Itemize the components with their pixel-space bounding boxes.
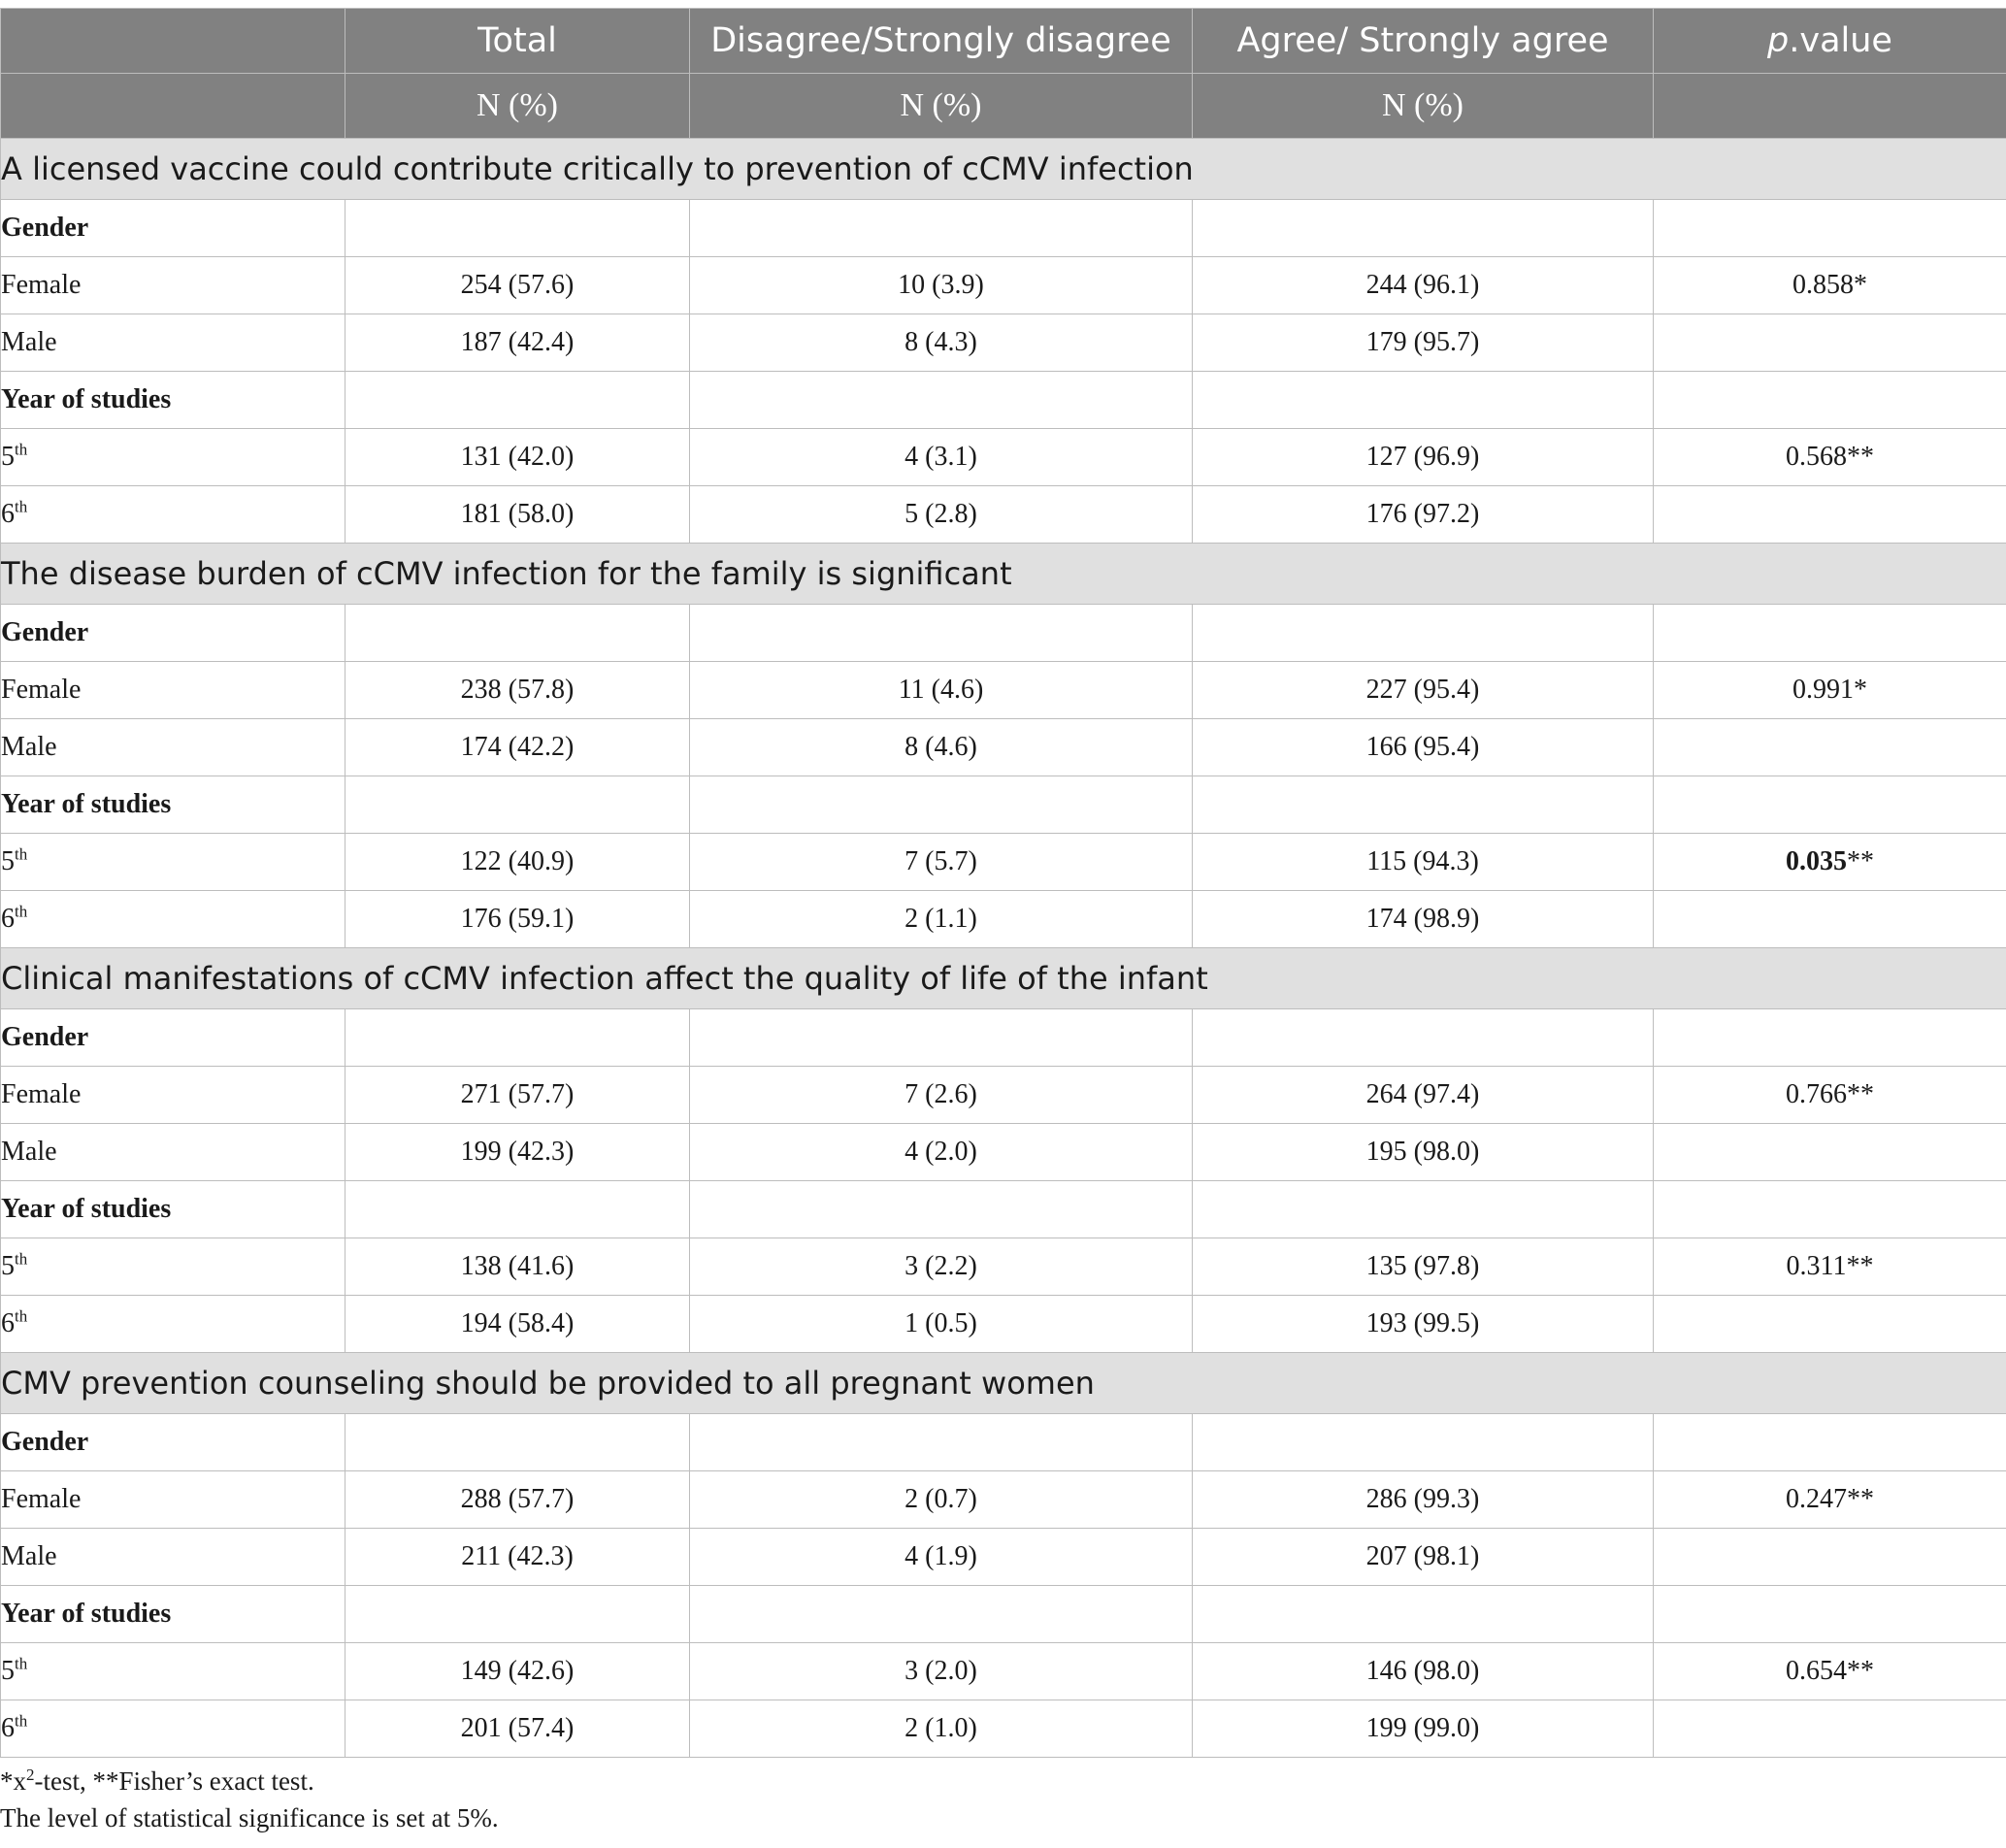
header-cell-agree: Agree/ Strongly agree — [1193, 9, 1654, 74]
row-label-text: Gender — [1, 617, 89, 647]
row-label — [1, 1296, 345, 1353]
pvalue-cell: 0.654** — [1654, 1643, 2006, 1700]
pvalue-cell: 0.311** — [1654, 1238, 2006, 1296]
row-label-superscript: th — [15, 1249, 28, 1269]
agree-cell: 195 (98.0) — [1193, 1124, 1654, 1181]
row-label — [1, 486, 345, 544]
disagree-cell: 8 (4.3) — [690, 314, 1193, 372]
header-cell-label — [1, 9, 345, 74]
row-label — [1, 372, 345, 429]
pvalue-cell — [1654, 1124, 2006, 1181]
total-cell: 254 (57.6) — [345, 257, 690, 314]
agree-cell: 286 (99.3) — [1193, 1471, 1654, 1529]
pvalue-cell — [1654, 314, 2006, 372]
row-label-superscript: th — [15, 497, 28, 516]
row-label-superscript: th — [15, 1654, 28, 1673]
total-cell: 187 (42.4) — [345, 314, 690, 372]
results-table — [0, 8, 2006, 1758]
total-cell: 181 (58.0) — [345, 486, 690, 544]
row-label — [1, 1009, 345, 1067]
total-cell: 138 (41.6) — [345, 1238, 690, 1296]
row-label-superscript: th — [15, 844, 28, 864]
units-cell-pvalue — [1654, 74, 2006, 139]
disagree-cell: 1 (0.5) — [690, 1296, 1193, 1353]
section-title: Clinical manifestations of cCMV infection affect the quality of life of the infant — [1, 948, 2006, 1009]
total-cell: 199 (42.3) — [345, 1124, 690, 1181]
row-label-text: 5 — [1, 442, 15, 472]
section-title: The disease burden of cCMV infection for the family is significant — [1, 544, 2006, 605]
agree-cell: 166 (95.4) — [1193, 719, 1654, 776]
agree-cell: 176 (97.2) — [1193, 486, 1654, 544]
row-label-text: Gender — [1, 1022, 89, 1052]
pvalue-cell — [1654, 1529, 2006, 1586]
pvalue-significant: 0.035 — [1786, 846, 1847, 876]
agree-cell: 193 (99.5) — [1193, 1296, 1654, 1353]
disagree-cell: 2 (1.1) — [690, 891, 1193, 948]
units-cell-total: N (%) — [345, 74, 690, 139]
disagree-cell: 8 (4.6) — [690, 719, 1193, 776]
total-cell — [345, 1586, 690, 1643]
agree-cell: 146 (98.0) — [1193, 1643, 1654, 1700]
pvalue-cell — [1654, 200, 2006, 257]
row-label — [1, 891, 345, 948]
row-label-text: Male — [1, 732, 57, 762]
table-row — [1, 1238, 2006, 1296]
agree-cell — [1193, 776, 1654, 834]
row-label-text: Male — [1, 1137, 57, 1167]
total-cell — [345, 776, 690, 834]
section-title: A licensed vaccine could contribute critically to prevention of cCMV infection — [1, 139, 2006, 200]
disagree-cell: 11 (4.6) — [690, 662, 1193, 719]
disagree-cell — [690, 1586, 1193, 1643]
row-label-superscript: th — [15, 440, 28, 459]
row-label — [1, 719, 345, 776]
disagree-cell: 4 (2.0) — [690, 1124, 1193, 1181]
row-label-text: Male — [1, 327, 57, 357]
disagree-cell — [690, 1181, 1193, 1238]
pvalue-cell — [1654, 776, 2006, 834]
row-label — [1, 1586, 345, 1643]
pvalue-cell: 0.247** — [1654, 1471, 2006, 1529]
row-label — [1, 1529, 345, 1586]
table-row — [1, 257, 2006, 314]
total-cell — [345, 200, 690, 257]
table-row — [1, 486, 2006, 544]
row-label-superscript: th — [15, 1306, 28, 1326]
total-cell — [345, 372, 690, 429]
total-cell: 149 (42.6) — [345, 1643, 690, 1700]
disagree-cell — [690, 200, 1193, 257]
agree-cell: 174 (98.9) — [1193, 891, 1654, 948]
row-label — [1, 605, 345, 662]
table-row — [1, 1296, 2006, 1353]
row-label — [1, 1414, 345, 1471]
section-header-row — [1, 1353, 2006, 1414]
disagree-cell: 5 (2.8) — [690, 486, 1193, 544]
total-cell — [345, 1414, 690, 1471]
footnote-significance: The level of statistical significance is set at 5%. — [0, 1803, 499, 1832]
agree-cell: 207 (98.1) — [1193, 1529, 1654, 1586]
row-label — [1, 776, 345, 834]
row-label-text: Female — [1, 1079, 82, 1109]
agree-cell — [1193, 1181, 1654, 1238]
units-row — [1, 74, 2006, 139]
row-label — [1, 257, 345, 314]
table-row — [1, 1471, 2006, 1529]
disagree-cell: 4 (3.1) — [690, 429, 1193, 486]
total-cell: 174 (42.2) — [345, 719, 690, 776]
table-row — [1, 1700, 2006, 1758]
group-row — [1, 200, 2006, 257]
row-label-text: Year of studies — [1, 1194, 172, 1224]
header-cell-pvalue — [1654, 9, 2006, 74]
pvalue-cell — [1654, 1009, 2006, 1067]
row-label-text: Year of studies — [1, 1599, 172, 1629]
group-row — [1, 1414, 2006, 1471]
disagree-cell — [690, 1414, 1193, 1471]
footnote-tests-prefix: *x — [0, 1766, 26, 1796]
row-label-superscript: th — [15, 1711, 28, 1731]
table-row — [1, 1529, 2006, 1586]
section-title: CMV prevention counseling should be provided to all pregnant women — [1, 1353, 2006, 1414]
total-cell: 288 (57.7) — [345, 1471, 690, 1529]
table-body — [1, 139, 2006, 1758]
section-header-row — [1, 139, 2006, 200]
row-label-text: Female — [1, 1484, 82, 1514]
row-label — [1, 200, 345, 257]
table-row — [1, 429, 2006, 486]
row-label-text: 6 — [1, 1713, 15, 1743]
row-label-text: Gender — [1, 213, 89, 243]
disagree-cell: 2 (1.0) — [690, 1700, 1193, 1758]
total-cell: 176 (59.1) — [345, 891, 690, 948]
row-label-superscript: th — [15, 902, 28, 921]
section-header-row — [1, 544, 2006, 605]
row-label-text: 5 — [1, 1251, 15, 1281]
disagree-cell — [690, 776, 1193, 834]
pvalue-cell — [1654, 1181, 2006, 1238]
row-label — [1, 1067, 345, 1124]
disagree-cell: 4 (1.9) — [690, 1529, 1193, 1586]
disagree-cell — [690, 1009, 1193, 1067]
table-row — [1, 891, 2006, 948]
disagree-cell: 10 (3.9) — [690, 257, 1193, 314]
group-row — [1, 1586, 2006, 1643]
pvalue-cell — [1654, 1296, 2006, 1353]
agree-cell: 135 (97.8) — [1193, 1238, 1654, 1296]
section-header-row — [1, 948, 2006, 1009]
header-cell-disagree: Disagree/Strongly disagree — [690, 9, 1193, 74]
row-label-text: 6 — [1, 1308, 15, 1338]
table-row — [1, 719, 2006, 776]
disagree-cell: 7 (2.6) — [690, 1067, 1193, 1124]
pvalue-cell — [1654, 719, 2006, 776]
group-row — [1, 1181, 2006, 1238]
table-row — [1, 1643, 2006, 1700]
pvalue-cell — [1654, 486, 2006, 544]
disagree-cell: 2 (0.7) — [690, 1471, 1193, 1529]
total-cell: 131 (42.0) — [345, 429, 690, 486]
agree-cell — [1193, 1586, 1654, 1643]
pvalue-cell — [1654, 372, 2006, 429]
footnote-tests-suffix: -test, **Fisher’s exact test. — [34, 1766, 314, 1796]
pvalue-cell: 0.858* — [1654, 257, 2006, 314]
total-cell: 201 (57.4) — [345, 1700, 690, 1758]
table-row — [1, 662, 2006, 719]
row-label-text: Gender — [1, 1427, 89, 1457]
total-cell — [345, 1181, 690, 1238]
row-label-text: 5 — [1, 1656, 15, 1686]
row-label — [1, 834, 345, 891]
agree-cell: 127 (96.9) — [1193, 429, 1654, 486]
row-label — [1, 1181, 345, 1238]
agree-cell: 179 (95.7) — [1193, 314, 1654, 372]
total-cell — [345, 1009, 690, 1067]
row-label-text: 6 — [1, 904, 15, 934]
footnote-tests-superscript: 2 — [26, 1766, 35, 1784]
row-label-text: Year of studies — [1, 789, 172, 819]
pvalue-cell — [1654, 605, 2006, 662]
table-row — [1, 1124, 2006, 1181]
pvalue-suffix: .value — [1789, 21, 1892, 60]
group-row — [1, 605, 2006, 662]
agree-cell: 115 (94.3) — [1193, 834, 1654, 891]
total-cell: 194 (58.4) — [345, 1296, 690, 1353]
pvalue-cell — [1654, 834, 2006, 891]
agree-cell — [1193, 1414, 1654, 1471]
disagree-cell: 3 (2.0) — [690, 1643, 1193, 1700]
row-label — [1, 1471, 345, 1529]
total-cell: 211 (42.3) — [345, 1529, 690, 1586]
row-label-text: 6 — [1, 499, 15, 529]
pvalue-cell — [1654, 1700, 2006, 1758]
disagree-cell: 7 (5.7) — [690, 834, 1193, 891]
agree-cell — [1193, 1009, 1654, 1067]
agree-cell: 264 (97.4) — [1193, 1067, 1654, 1124]
header-row — [1, 9, 2006, 74]
disagree-cell — [690, 372, 1193, 429]
table-row — [1, 1067, 2006, 1124]
agree-cell — [1193, 200, 1654, 257]
group-row — [1, 372, 2006, 429]
units-cell-agree: N (%) — [1193, 74, 1654, 139]
disagree-cell — [690, 605, 1193, 662]
total-cell: 271 (57.7) — [345, 1067, 690, 1124]
pvalue-cell: 0.991* — [1654, 662, 2006, 719]
row-label-text: Male — [1, 1541, 57, 1571]
table-row — [1, 314, 2006, 372]
disagree-cell: 3 (2.2) — [690, 1238, 1193, 1296]
row-label — [1, 1238, 345, 1296]
pvalue-cell — [1654, 1586, 2006, 1643]
pvalue-cell: 0.766** — [1654, 1067, 2006, 1124]
agree-cell: 199 (99.0) — [1193, 1700, 1654, 1758]
row-label — [1, 1643, 345, 1700]
pvalue-cell — [1654, 891, 2006, 948]
row-label-text: Female — [1, 270, 82, 300]
pvalue-italic-p: p — [1767, 21, 1790, 60]
agree-cell — [1193, 372, 1654, 429]
units-cell-disagree: N (%) — [690, 74, 1193, 139]
footnote-tests — [0, 1766, 314, 1797]
row-label — [1, 429, 345, 486]
row-label — [1, 1700, 345, 1758]
table-row — [1, 834, 2006, 891]
units-cell-label — [1, 74, 345, 139]
agree-cell: 227 (95.4) — [1193, 662, 1654, 719]
header-cell-total: Total — [345, 9, 690, 74]
total-cell: 122 (40.9) — [345, 834, 690, 891]
pvalue-cell: 0.568** — [1654, 429, 2006, 486]
row-label-text: Year of studies — [1, 384, 172, 414]
pvalue-cell — [1654, 1414, 2006, 1471]
row-label — [1, 662, 345, 719]
group-row — [1, 1009, 2006, 1067]
group-row — [1, 776, 2006, 834]
agree-cell — [1193, 605, 1654, 662]
agree-cell: 244 (96.1) — [1193, 257, 1654, 314]
pvalue-marker: ** — [1847, 846, 1874, 876]
total-cell — [345, 605, 690, 662]
row-label — [1, 1124, 345, 1181]
row-label-text: Female — [1, 675, 82, 705]
row-label-text: 5 — [1, 846, 15, 876]
row-label — [1, 314, 345, 372]
total-cell: 238 (57.8) — [345, 662, 690, 719]
